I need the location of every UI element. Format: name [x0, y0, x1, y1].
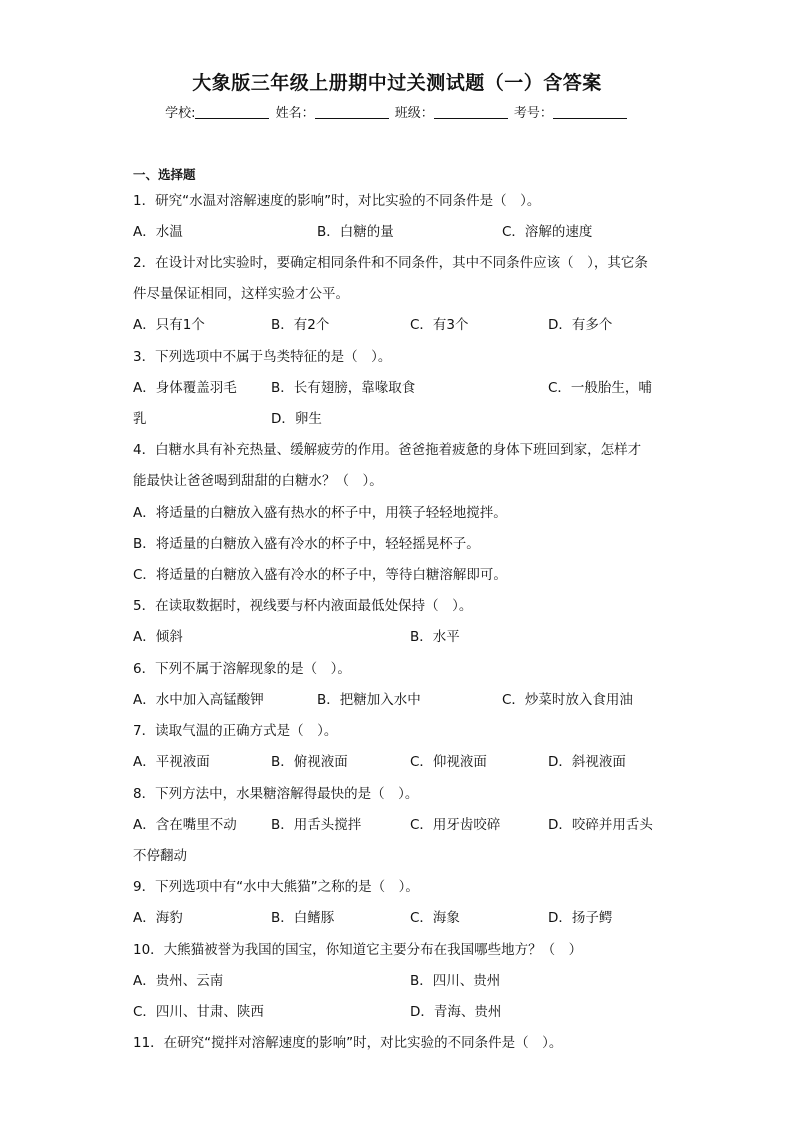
option: B．水平 — [410, 629, 460, 645]
class-label: 班级： — [394, 106, 434, 121]
option: A．含在嘴里不动 — [133, 817, 237, 833]
option: C．溶解的速度 — [502, 224, 593, 240]
question-8-options-line2: 不停翻动 — [133, 848, 187, 864]
option: A．水温 — [133, 224, 183, 240]
exam-number-blank[interactable] — [553, 118, 627, 119]
class-field — [395, 102, 510, 121]
section-heading: 一、选择题 — [133, 167, 196, 182]
option: C．一般胎生，哺 — [548, 380, 652, 396]
page-title: 大象版三年级上册期中过关测试题（一）含答案 — [192, 72, 602, 94]
option: A．倾斜 — [133, 629, 183, 645]
question-3-stem: 3．下列选项中不属于鸟类特征的是（ ）。 — [133, 349, 392, 365]
exam-number-field — [514, 102, 629, 121]
question-4-stem-line2: 能最快让爸爸喝到甜甜的白糖水？（ ）。 — [133, 473, 383, 489]
class-blank[interactable] — [434, 118, 508, 119]
school-label: 学校: — [165, 106, 196, 121]
option: C．仰视液面 — [410, 754, 487, 770]
option: B．将适量的白糖放入盛有冷水的杯子中，轻轻摇晃杯子。 — [133, 536, 480, 552]
exam-number-label: 考号： — [513, 106, 553, 121]
name-field — [276, 102, 391, 121]
option: B．有2个 — [271, 317, 330, 333]
option: C．用牙齿咬碎 — [410, 817, 501, 833]
question-2-stem-line1: 2．在设计对比实验时，要确定相同条件和不同条件，其中不同条件应该（ ），其它条 — [133, 255, 648, 271]
option: D．有多个 — [548, 317, 613, 333]
option: A．平视液面 — [133, 754, 210, 770]
question-10-stem: 10．大熊猫被誉为我国的国宝，你知道它主要分布在我国哪些地方？（ ） — [133, 942, 583, 958]
name-blank[interactable] — [315, 118, 389, 119]
option: A．海豹 — [133, 910, 183, 926]
name-label: 姓名： — [275, 106, 315, 121]
option: C．四川、甘肃、陕西 — [133, 1004, 264, 1020]
school-blank[interactable] — [195, 118, 269, 119]
option: A．只有1个 — [133, 317, 205, 333]
option: A．身体覆盖羽毛 — [133, 380, 237, 396]
option: D．扬子鳄 — [548, 910, 613, 926]
option: C．有3个 — [410, 317, 469, 333]
option: B．把糖加入水中 — [317, 692, 421, 708]
option: D．青海、贵州 — [410, 1004, 502, 1020]
option: A．将适量的白糖放入盛有热水的杯子中，用筷子轻轻地搅拌。 — [133, 505, 507, 521]
question-9-stem: 9．下列选项中有“水中大熊猫”之称的是（ ）。 — [133, 879, 419, 895]
option: B．白糖的量 — [317, 224, 394, 240]
option: C．将适量的白糖放入盛有冷水的杯子中，等待白糖溶解即可。 — [133, 567, 507, 583]
option: D．咬碎并用舌头 — [548, 817, 653, 833]
school-field — [165, 102, 271, 121]
question-5-stem: 5．在读取数据时，视线要与杯内液面最低处保持（ ）。 — [133, 598, 473, 614]
question-2-stem-line2: 件尽量保证相同，这样实验才公平。 — [133, 286, 349, 302]
option: B．长有翅膀，靠喙取食 — [271, 380, 416, 396]
question-4-stem-line1: 4．白糖水具有补充热量、缓解疲劳的作用。爸爸拖着疲惫的身体下班回到家，怎样才 — [133, 442, 642, 458]
option: C．炒菜时放入食用油 — [502, 692, 633, 708]
option: C．海象 — [410, 910, 460, 926]
question-11-stem: 11．在研究“搅拌对溶解速度的影响”时，对比实验的不同条件是（ ）。 — [133, 1035, 563, 1051]
option-continuation: 乳 — [133, 411, 147, 427]
question-7-stem: 7．读取气温的正确方式是（ ）。 — [133, 723, 338, 739]
option: A．贵州、云南 — [133, 973, 224, 989]
question-1-stem: 1．研究“水温对溶解速度的影响”时，对比实验的不同条件是（ ）。 — [133, 193, 541, 209]
question-8-stem: 8．下列方法中，水果糖溶解得最快的是（ ）。 — [133, 786, 419, 802]
option: A．水中加入高锰酸钾 — [133, 692, 264, 708]
option: B．白鳍豚 — [271, 910, 335, 926]
option: B．四川、贵州 — [410, 973, 501, 989]
option: B．俯视液面 — [271, 754, 348, 770]
student-info-row — [0, 102, 794, 121]
option: D．斜视液面 — [548, 754, 626, 770]
question-6-stem: 6．下列不属于溶解现象的是（ ）。 — [133, 661, 351, 677]
option: D．卵生 — [271, 411, 322, 427]
option: B．用舌头搅拌 — [271, 817, 362, 833]
